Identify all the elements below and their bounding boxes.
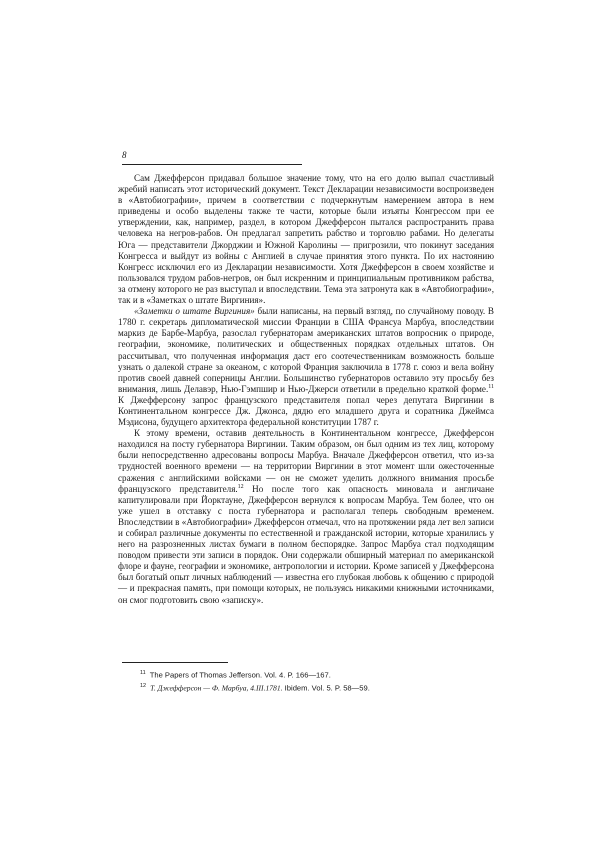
book-title-emphasis: «Заметки о штате Виргиния» <box>134 306 255 317</box>
paragraph-2-text-b: К Джефферсону запрос французского представителя попал через депутата Виргинии в Континентальном конгрессе Дж. Джонса, дядю его младшего друга и соратника Джеймса Мэдисона, будущего архитектора федеральной конституции 1787 г. <box>118 394 494 428</box>
page-number: 8 <box>122 150 127 160</box>
paragraph-3-text-a: К этому времени, оставив деятельность в Континентальном конгрессе, Джефферсон находился на посту губернатора Виргинии. Таким образом, он был одним из тех лиц, которому были непосредственно адресованы вопросы Марбуа. Вначале Джефферсон ответил, что из-за трудностей военного времени — на территории Виргинии в этот момент шли ожесточенные сражения с английскими войсками — он не сможет уделить должного внимания просьбе французского представителя. <box>118 428 494 494</box>
paragraph-1 <box>118 173 494 306</box>
footnote-text: Ibidem. Vol. 5. P. 58—59. <box>282 683 370 693</box>
footnote-number: 11 <box>140 670 146 676</box>
paragraph-2 <box>118 306 494 428</box>
footnote-number: 12 <box>140 682 147 689</box>
paragraph-2-text-a: были написаны, на первый взгляд, по случайному поводу. В 1780 г. секретарь дипломатической миссии Франции в США Франсуа Марбуа, впоследствии маркиз де Барбе-Марбуа, разослал губернаторам американских штатов вопросник о природе, географии, экономике, политических и общественных порядках отдельных штатов. Он рассчитывал, что полученная информация даст его соотечественникам возможность больше узнать о далекой стране за океаном, с которой Франция заключила в 1778 г. союз и вела войну против своей давней соперницы Англии. Большинство губернаторов оставило эту просьбу без внимания, лишь Делавэр, Нью-Гэмпшир и Нью-Джерси ответили в предельно краткой форме. <box>118 306 494 394</box>
footnote-12 <box>140 681 490 694</box>
body-text <box>118 173 494 606</box>
footnote-ref-12[interactable]: 12 <box>237 483 244 490</box>
footnotes <box>140 668 490 693</box>
footnote-ref-11[interactable]: 11 <box>488 383 494 390</box>
paragraph-1-text: Сам Джефферсон придавал большое значение тому, что на его долю выпал счастливый жребий написать этот исторический документ. Текст Декларации независимости воспроизведен в «Автобиографии», причем в соответствии с подчеркнутым намерением автора в нем приведены и особо выделены также те части, которые были изъяты Конгрессом при ее утверждении, как, например, раздел, в котором Джефферсон пытался распространить права человека на негров-рабов. Он предлагал запретить рабство и торговлю рабами. Но делегаты Юга — представители Джорджии и Южной Каролины — пригрозили, что покинут заседания Конгресса и выйдут из войны с Англией в случае принятия этого пункта. По их настоянию Конгресс исключил его из Декларации независимости. Хотя Джефферсон в своем хозяйстве и пользовался трудом рабов-негров, он был искренним и принципиальным противником рабства, за отмену которого не раз выступал и впоследствии. Тема эта затронута как в «Автобиографии», так и в «Заметках о штате Виргиния». <box>118 173 494 306</box>
footnote-rule <box>122 662 228 663</box>
footnote-text: The Papers of Thomas Jefferson. Vol. 4. P. 166—167. <box>149 670 331 680</box>
paragraph-3-text-b: Но после того как опасность миновала и англичане капитулировали при Йорктауне, Джефферсон вернулся к вопросам Марбуа. Тем более, что он уже ушел в отставку с поста губернатора и располагал теперь свободным временем. Впоследствии в «Автобиографии» Джефферсон отмечал, что на протяжении ряда лет вел записи и собирал различные документы по естественной и гражданской истории, которые хранились у него на разрозненных листах бумаги в полном беспорядке. Запрос Марбуа стал подходящим поводом привести эти записи в порядок. Они содержали обширный материал по американской флоре и фауне, географии и экономике, антропологии и истории. Кроме записей у Джефферсона был богатый опыт личных наблюдений — известна его глубокая любовь к общению с природой — и прекрасная память, при помощи которых, не пользуясь никакими книжными источниками, он смог подготовить свою «записку». <box>118 483 494 605</box>
footnote-11 <box>140 668 490 681</box>
header-rule <box>122 164 302 165</box>
paragraph-3 <box>118 428 494 606</box>
footnote-italic-text: Т. Джефферсон — Ф. Марбуа, 4.III.1781. <box>150 683 283 693</box>
